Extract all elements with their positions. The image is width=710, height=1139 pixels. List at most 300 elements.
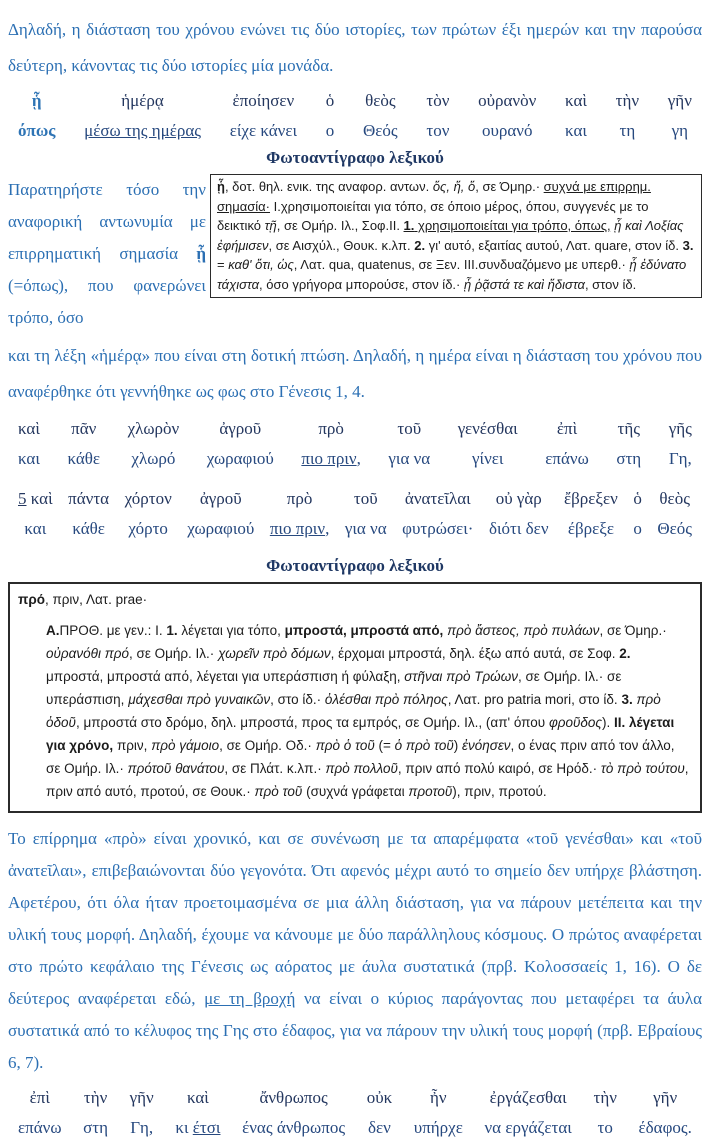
text-segment: , ο ένας πριν από τον άλλο, σε Ομήρ. Ιλ.· — [46, 738, 675, 776]
text-segment: έτσι — [192, 1118, 221, 1137]
text-segment: , όσο γρήγορα μπορούσε, στον ίδ.· — [259, 276, 464, 292]
greek-word — [32, 90, 42, 112]
text-segment: πιο πριν — [269, 519, 326, 538]
text-segment: ΙΙ. λέγεται για χρόνο, — [46, 715, 675, 753]
text-segment: ἐργάζεσθαι — [489, 1088, 567, 1107]
text-segment: 1. — [166, 623, 178, 638]
translation-word — [187, 518, 254, 540]
interlinear-column — [187, 488, 254, 540]
text-segment: πρὸ γάμοιο — [151, 738, 220, 753]
text-segment: θεὸς — [659, 489, 690, 508]
interlinear-column — [593, 1087, 616, 1139]
greek-word — [557, 418, 577, 440]
text-segment: γη — [671, 121, 689, 140]
text-segment: , δοτ. θηλ. ενικ. της αναφορ. αντων. — [224, 179, 433, 194]
text-segment: 1. — [403, 218, 415, 233]
text-segment: ὁ — [633, 489, 642, 508]
interlinear-column — [616, 418, 641, 470]
text-segment: ἀγροῦ — [219, 419, 262, 438]
text-segment: πρότοῦ θανάτου — [127, 761, 225, 776]
greek-word — [668, 90, 692, 112]
translation-word — [24, 518, 46, 540]
text-segment: γῆν — [667, 91, 692, 110]
text-segment: , σε Πλάτ. κ.λπ.· — [224, 761, 326, 776]
text-segment: κάθε — [72, 519, 105, 538]
text-segment: τη — [619, 121, 636, 140]
greek-word — [426, 90, 449, 112]
text-segment: , έρχομαι μπροστά, δηλ. έξω από αυτά, σε Σοφ. — [330, 646, 620, 661]
greek-word — [219, 418, 261, 440]
text-segment: γῆν — [653, 1088, 678, 1107]
text-segment: έδαφος. — [638, 1118, 692, 1137]
text-segment: = — [217, 257, 229, 272]
translation-word — [18, 448, 40, 470]
greek-word — [564, 488, 618, 510]
text-segment: 2. — [414, 237, 426, 253]
greek-word — [593, 1087, 616, 1109]
text-segment: , πριν από αυτό, προτού, σε Θουκ.· — [46, 761, 689, 799]
translation-word — [489, 518, 549, 540]
text-segment: ᾗ ῥᾷστά τε καὶ ἥδιστα — [464, 276, 585, 292]
text-segment: κι — [175, 1118, 193, 1137]
paragraph-pro-commentary — [8, 823, 702, 1079]
interlinear-column — [426, 90, 449, 142]
greek-word — [71, 418, 96, 440]
text-segment: γενέσθαι — [457, 419, 518, 438]
text-segment: πρὸ — [318, 419, 344, 438]
interlinear-column — [484, 1087, 571, 1139]
text-segment: τοῦ — [397, 419, 422, 438]
text-segment: λέγεται για τόπο, — [177, 623, 285, 638]
text-segment: , — [325, 519, 330, 538]
text-segment: χόρτο — [128, 519, 168, 538]
text-segment: χωραφιού — [206, 449, 274, 468]
greek-word — [128, 418, 180, 440]
text-segment: γίνει — [471, 449, 504, 468]
text-segment: και — [18, 449, 40, 468]
text-segment: διότι δεν — [488, 519, 549, 538]
text-segment: τὴν — [593, 1088, 617, 1107]
greek-word — [565, 90, 587, 112]
text-segment: δεν — [368, 1118, 391, 1137]
lexicon-section-1 — [8, 174, 702, 334]
text-segment: ΠΡΟΘ. με γεν.: Ι. — [59, 623, 167, 638]
text-segment: , — [356, 449, 361, 468]
text-segment: Θεός — [363, 121, 398, 140]
text-segment: ᾗ ἐδύνατο τάχιστα — [217, 257, 687, 292]
interlinear-column — [363, 90, 398, 142]
text-segment: επάνω — [545, 449, 589, 468]
text-segment: ο — [633, 519, 642, 538]
translation-word — [230, 120, 297, 142]
paragraph-day-dative — [8, 338, 702, 410]
translation-word — [368, 1117, 391, 1139]
interlinear-column — [668, 90, 692, 142]
translation-word — [131, 448, 175, 470]
text-segment: (συχνά γράφεται — [302, 784, 409, 799]
text-segment: προτοῦ — [408, 784, 453, 799]
interlinear-column — [657, 488, 692, 540]
text-segment: πιο πριν — [301, 449, 357, 468]
text-segment: έβρεξε — [567, 519, 614, 538]
text-segment: Α. — [46, 623, 60, 638]
greek-word — [367, 1087, 392, 1109]
text-segment: ἔβρεξεν — [564, 489, 618, 508]
translation-word — [426, 120, 449, 142]
greek-word — [318, 418, 344, 440]
interlinear-column — [301, 418, 360, 470]
interlinear-block-genesis-2-4b — [8, 418, 702, 470]
text-segment: ἐπὶ — [29, 1088, 50, 1107]
interlinear-column — [67, 418, 100, 470]
greek-word — [354, 488, 378, 510]
translation-word — [242, 1117, 345, 1139]
text-segment: και τη λέξη «ἡμέρᾳ» που είναι στη δοτική πτώση. Δηλαδή, η ημέρα είναι η διάσταση του χρόνου που αναφέρθηκε ότι γεννήθηκε ως φως στο Γένεσις 1, 4. — [8, 346, 702, 401]
translation-word — [18, 1117, 62, 1139]
text-segment: να εργάζεται — [484, 1118, 572, 1137]
text-segment: Γη, — [130, 1118, 154, 1137]
translation-word — [669, 448, 692, 470]
text-segment: πρό — [18, 592, 45, 607]
interlinear-column — [326, 90, 335, 142]
lexicon-heading-1: Φωτοαντίγραφο λεξικού — [266, 148, 444, 167]
text-segment: για να — [344, 519, 387, 538]
text-segment: μπροστά, μπροστά από, — [284, 623, 444, 638]
greek-word — [653, 1087, 677, 1109]
text-segment: όπως — [18, 121, 56, 140]
greek-word — [233, 90, 295, 112]
interlinear-column — [367, 1087, 392, 1139]
paragraph-observe — [8, 174, 206, 334]
text-segment: ᾗ — [196, 244, 206, 263]
translation-word — [472, 448, 504, 470]
interlinear-column — [545, 418, 589, 470]
interlinear-column — [68, 488, 109, 540]
interlinear-column — [18, 90, 55, 142]
text-segment: τῆς — [617, 419, 640, 438]
greek-word — [187, 1087, 209, 1109]
text-segment: χλωρὸν — [127, 419, 180, 438]
interlinear-column — [669, 418, 692, 470]
lexicon-entry-hē — [217, 177, 695, 294]
interlinear-column — [402, 488, 473, 540]
interlinear-column — [207, 418, 274, 470]
interlinear-column — [84, 90, 201, 142]
greek-word — [130, 1087, 154, 1109]
translation-word — [616, 448, 641, 470]
text-segment: ἀγροῦ — [199, 489, 242, 508]
text-segment: οὐ γὰρ — [495, 489, 542, 508]
interlinear-column — [18, 1087, 62, 1139]
text-segment: τὴν — [615, 91, 640, 110]
text-segment: , μπροστά στο δρόμο, δηλ. μπροστά, προς τα εμπρός, σε Ομήρ. Ιλ., (απ' όπου — [75, 715, 549, 730]
interlinear-column — [83, 1087, 108, 1139]
text-segment: ἐποίησεν — [232, 91, 295, 110]
interlinear-block-genesis-2-5 — [8, 488, 702, 540]
text-segment: , σε Όμηρ.· — [475, 179, 544, 194]
interlinear-column — [345, 488, 387, 540]
text-segment: καὶ — [186, 1088, 209, 1107]
translation-word — [565, 120, 587, 142]
translation-word — [484, 1117, 571, 1139]
text-segment: , σε Ομήρ. Ιλ., Σοφ.ΙΙ. — [276, 218, 404, 233]
text-segment: ὀλέσθαι πρὸ πόληος — [324, 692, 448, 707]
text-segment: είχε κάνει — [229, 121, 298, 140]
text-segment: ὁ πρὸ τοῦ — [394, 738, 454, 753]
interlinear-column — [478, 90, 536, 142]
text-segment: τον — [426, 121, 450, 140]
lexicon-entry-pro-headword — [18, 588, 692, 611]
text-segment: ἡμέρᾳ — [121, 91, 164, 110]
interlinear-column — [414, 1087, 463, 1139]
greek-word — [669, 418, 692, 440]
text-segment: οὐρανὸν — [478, 91, 537, 110]
greek-word — [125, 488, 172, 510]
text-segment: καὶ — [565, 91, 587, 110]
interlinear-column — [242, 1087, 345, 1139]
interlinear-column — [175, 1087, 220, 1139]
text-segment: στῆναι πρὸ Τρώων — [404, 669, 518, 684]
text-segment: ἄνθρωπος — [259, 1088, 328, 1107]
text-segment: με τη βροχή — [204, 989, 296, 1008]
text-segment: ) — [453, 738, 463, 753]
text-segment: , στο ίδ.· — [270, 692, 325, 707]
interlinear-column — [18, 418, 40, 470]
text-segment: ουρανό — [481, 121, 533, 140]
text-segment: , σε Ομήρ. Ιλ.· — [128, 646, 219, 661]
greek-word — [84, 1087, 107, 1109]
text-segment: πᾶν — [71, 419, 97, 438]
text-segment: χρησιμοποιείται για τρόπο, όπως, — [414, 218, 611, 233]
greek-word — [458, 418, 518, 440]
translation-word — [545, 448, 589, 470]
text-segment: , σε Αισχύλ., Θουκ. κ.λπ. — [268, 237, 415, 253]
interlinear-column — [125, 488, 172, 540]
interlinear-block-genesis-2-5c — [8, 1087, 702, 1139]
text-segment: να είναι ο κύριος παράγοντας που μεταφέρει τα άυλα συστατικά από το κέλυφος της Γης στο έδαφος, για να πάρουν την υλική τους μορφή (πρβ. Εβραίους 6, 7). — [8, 989, 702, 1072]
text-segment: ἀνατεῖλαι — [404, 489, 471, 508]
translation-word — [67, 448, 100, 470]
text-segment: Θεός — [657, 519, 692, 538]
text-segment: τὴν — [83, 1088, 108, 1107]
text-segment: μπροστά, μπροστά από, λέγεται για υπεράσπιση ή φύλαξη, — [46, 669, 405, 684]
text-segment: γῆν — [129, 1088, 154, 1107]
interlinear-column — [633, 488, 642, 540]
text-segment: ο — [325, 121, 335, 140]
text-segment: Γη, — [668, 449, 692, 468]
text-segment: 2. — [619, 646, 631, 661]
text-segment: Δηλαδή, η διάσταση του χρόνου ενώνει τις δύο ιστορίες, των πρώτων έξι ημερών και την παρούσα δεύτερη, κάνοντας τις δύο ιστορίες μία μονάδα. — [8, 20, 702, 75]
text-segment: το — [597, 1118, 613, 1137]
interlinear-column — [458, 418, 518, 470]
text-segment: , πριν από πολύ καιρό, σε Ηρόδ.· — [397, 761, 601, 776]
text-segment: θεὸς — [365, 91, 396, 110]
text-segment: , σε Όμηρ.· — [599, 623, 667, 638]
translation-word — [83, 1117, 108, 1139]
greek-word — [287, 488, 313, 510]
text-segment: πρὸ — [286, 489, 313, 508]
interlinear-column — [18, 488, 53, 540]
text-segment: πρὸ πολλοῦ — [325, 761, 398, 776]
text-segment: Το επίρρημα «πρὸ» είναι χρονικό, και σε συνένωση με τα απαρέμφατα «τοῦ γενέσθαι» και «τοῦ ἀνατεῖλαι», επιβεβαιώνονται δύο γεγονότα. Ότι αφενός μέχρι αυτό το σημείο δεν υπήρχε βλάστηση. Αφετέρου, ότι όλα ήταν προετοιμασμένα σε μια άλλη διάσταση, για να πάρουν μετέπειτα και την υλική τους μορφή. Δηλαδή, έχουμε να κάνουμε με δύο παράλληλους κόσμους. Ο πρώτος αναφέρεται στο πρώτο κεφάλαιο της Γένεσις ως αόρατος με άυλα συστατικά (πρβ. Κολοσσαείς 1, 16). Ο δε δεύτερος αναφέρεται εδώ, — [8, 829, 702, 1008]
text-segment: κάθε — [67, 449, 101, 468]
greek-word — [496, 488, 542, 510]
text-segment: πρὸ ὁ τοῦ — [315, 738, 375, 753]
translation-word — [84, 120, 201, 142]
text-segment: γι' αυτό, εξαιτίας αυτού, Λατ. quare, στον ίδ. — [425, 237, 683, 253]
text-segment: καὶ — [26, 489, 53, 508]
text-segment: οὐκ — [366, 1088, 393, 1107]
greek-word — [30, 1087, 50, 1109]
greek-word — [365, 90, 396, 112]
text-segment: ἐνόησεν — [462, 738, 511, 753]
text-segment: 3. — [682, 237, 694, 253]
greek-word — [68, 488, 109, 510]
text-segment: χωραφιού — [187, 519, 255, 538]
translation-word — [414, 1117, 463, 1139]
interlinear-column — [130, 1087, 154, 1139]
text-segment: φροῦδος — [548, 715, 602, 730]
translation-word — [657, 518, 692, 540]
interlinear-column — [128, 418, 180, 470]
text-segment: πρὸ τοῦ — [254, 784, 303, 799]
text-segment: Παρατηρήστε τόσο την αναφορική αντωνυμία με επιρρηματική σημασία — [8, 180, 206, 263]
text-segment: ὅς, ἥ, ὅ — [432, 179, 476, 194]
text-segment: (=όπως), που φανερώνει τρόπο, όσο — [8, 276, 206, 327]
text-segment: , Λατ. qua, quatenus, σε Ξεν. ΙΙΙ.συνδυαζόμενο με υπερθ.· — [293, 257, 630, 272]
text-segment: συχνά με επιρρημ. σημασία· — [217, 179, 651, 214]
translation-word — [620, 120, 636, 142]
text-segment: , σε Ομήρ. Οδ.· — [219, 738, 316, 753]
lexicon-box-2 — [8, 582, 702, 813]
translation-word — [345, 518, 387, 540]
text-segment: τὸ πρὸ τούτου — [600, 761, 685, 776]
text-segment: , σε Ομήρ. Ιλ.· σε υπεράσπιση, — [46, 669, 622, 707]
greek-word — [326, 90, 335, 112]
greek-word — [397, 418, 421, 440]
text-segment: ). — [601, 715, 614, 730]
translation-word — [128, 518, 168, 540]
greek-word — [478, 90, 536, 112]
translation-word — [633, 518, 642, 540]
greek-word — [430, 1087, 447, 1109]
interlinear-column — [489, 488, 549, 540]
translation-word — [402, 518, 473, 540]
translation-word — [326, 120, 335, 142]
lexicon-heading-2: Φωτοαντίγραφο λεξικού — [266, 556, 444, 575]
interlinear-column — [388, 418, 430, 470]
text-segment: μάχεσθαι πρὸ γυναικῶν — [128, 692, 271, 707]
translation-word — [388, 448, 430, 470]
text-segment: ἦν — [430, 1088, 447, 1107]
text-segment: πριν, — [113, 738, 152, 753]
translation-word — [672, 120, 688, 142]
text-segment: και — [24, 519, 47, 538]
text-segment: γῆς — [668, 419, 692, 438]
translation-word — [270, 518, 329, 540]
lexicon-entry-pro-body — [46, 619, 692, 803]
text-segment: υπήρχε — [413, 1118, 463, 1137]
text-segment: πρὸ ἄστεος, πρὸ πυλάων — [447, 623, 600, 638]
text-segment: , πριν, Λατ. prae· — [44, 592, 148, 607]
text-segment: ᾗ καὶ Λοξίας ἐφήμισεν — [217, 218, 684, 253]
interlinear-column — [565, 90, 587, 142]
greek-word — [18, 488, 53, 510]
greek-word — [616, 90, 639, 112]
greek-word — [121, 90, 164, 112]
lexicon-box-1 — [210, 174, 702, 298]
text-segment: χωρεῖν πρὸ δόμων — [218, 646, 331, 661]
translation-word — [18, 120, 55, 142]
text-segment: για να — [388, 449, 431, 468]
text-segment: , στον ίδ. — [584, 276, 637, 292]
translation-word — [175, 1117, 220, 1139]
text-segment: ένας άνθρωπος — [242, 1118, 346, 1137]
text-segment: Ι.χρησιμοποιείται για τόπο, σε όποιο μέρος, όπου, συγγενές με το δεικτικό — [217, 198, 649, 233]
greek-word — [618, 418, 640, 440]
text-segment: φυτρώσει· — [402, 519, 474, 538]
translation-word — [72, 518, 105, 540]
text-segment: τοῦ — [353, 489, 378, 508]
text-segment: στη — [616, 449, 642, 468]
translation-word — [568, 518, 614, 540]
translation-word — [598, 1117, 613, 1139]
text-segment: τὸν — [426, 91, 450, 110]
text-segment: χλωρό — [131, 449, 176, 468]
text-segment: ), πριν, προτού. — [452, 784, 547, 799]
text-segment: ἐπὶ — [556, 419, 578, 438]
text-segment: χόρτον — [124, 489, 172, 508]
interlinear-column — [616, 90, 639, 142]
text-segment: 3. — [621, 692, 633, 707]
greek-word — [259, 1087, 327, 1109]
greek-word — [633, 488, 642, 510]
translation-word — [363, 120, 398, 142]
interlinear-column — [230, 90, 297, 142]
translation-word — [301, 448, 360, 470]
text-segment: ᾗ — [31, 91, 42, 110]
text-segment: επάνω — [18, 1118, 62, 1137]
translation-word — [482, 120, 533, 142]
text-segment: τῇ — [264, 218, 277, 233]
interlinear-column — [639, 1087, 692, 1139]
translation-word — [130, 1117, 153, 1139]
interlinear-block-genesis-2-4 — [8, 90, 702, 142]
text-segment: , Λατ. pro patria mori, στο ίδ. — [447, 692, 622, 707]
greek-word — [405, 488, 471, 510]
greek-word — [200, 488, 242, 510]
interlinear-column — [564, 488, 618, 540]
text-segment: ὁ — [325, 91, 335, 110]
translation-word — [207, 448, 274, 470]
text-segment: (= — [374, 738, 395, 753]
text-segment: πάντα — [68, 489, 110, 508]
text-segment: ᾗ — [217, 179, 225, 194]
greek-word — [490, 1087, 567, 1109]
text-segment: καὶ — [18, 419, 40, 438]
text-segment: καθ' ὅτι, ὡς — [228, 257, 294, 272]
text-segment: και — [565, 121, 587, 140]
text-segment: οὐρανόθι πρό — [46, 646, 129, 661]
greek-word — [659, 488, 690, 510]
greek-word — [18, 418, 40, 440]
paragraph-intro — [8, 12, 702, 84]
text-segment: στη — [83, 1118, 109, 1137]
text-segment: 5 — [18, 489, 27, 508]
interlinear-column — [270, 488, 329, 540]
translation-word — [639, 1117, 692, 1139]
text-segment: μέσω της ημέρας — [84, 121, 201, 140]
